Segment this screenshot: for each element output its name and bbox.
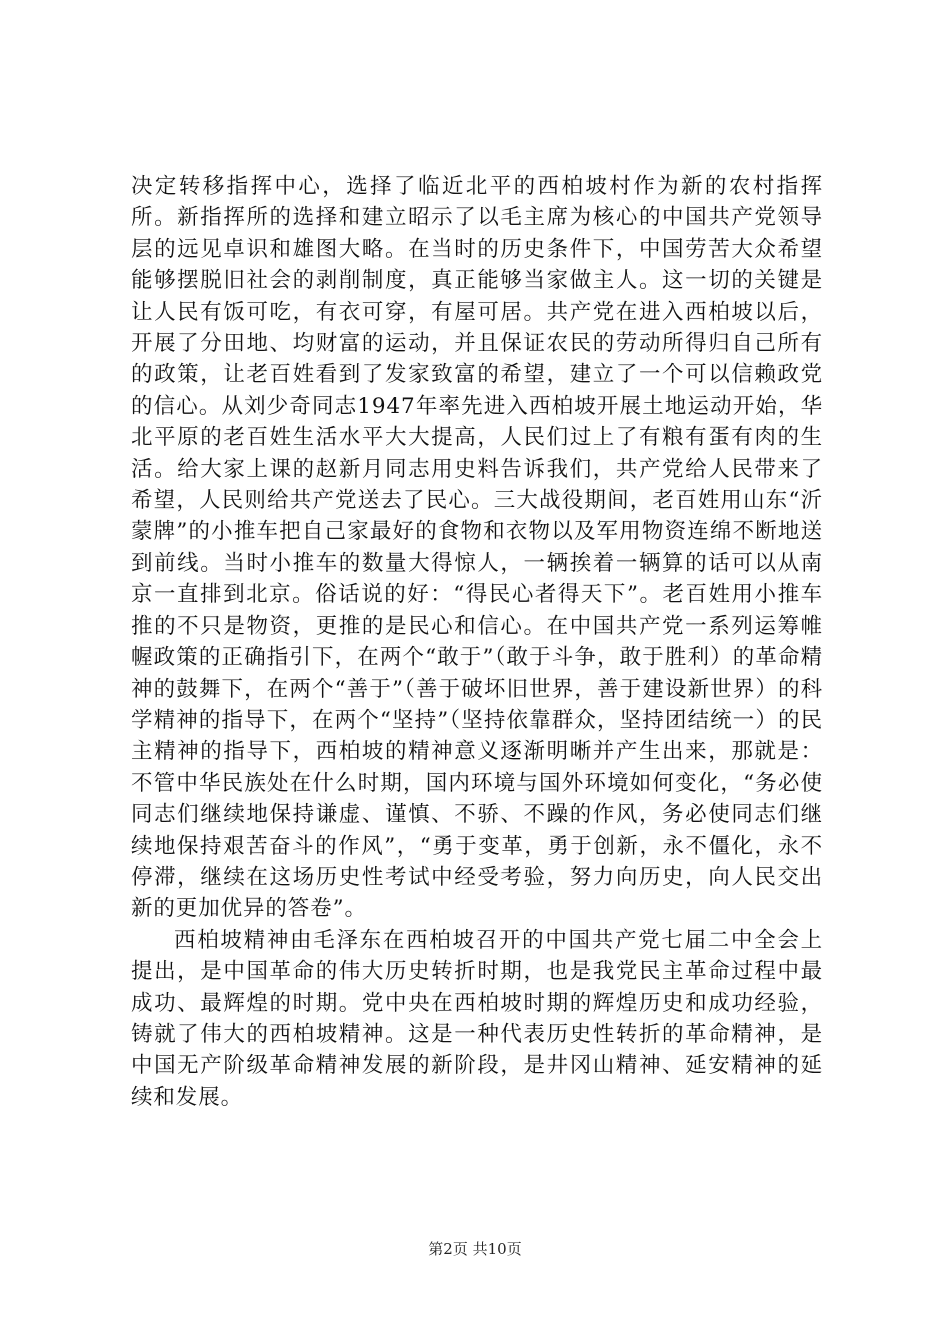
- paragraph-1: 决定转移指挥中心，选择了临近北平的西柏坡村作为新的农村指挥所。新指挥所的选择和建立昭示了以毛主席为核心的中国共产党领导层的远见卓识和雄图大略。在当时的历史条件下，中国劳苦大众希望能够摆脱旧社会的剥削制度，真正能够当家做主人。这一切的关键是让人民有饭可吃，有衣可穿，有屋可居。共产党在进入西柏坡以后，开展了分田地、均财富的运动，并且保证农民的劳动所得归自己所有的政策，让老百姓看到了发家致富的希望，建立了一个可以信赖政党的信心。从刘少奇同志1947年率先进入西柏坡开展土地运动开始，华北平原的老百姓生活水平大大提高，人民们过上了有粮有蛋有肉的生活。给大家上课的赵新月同志用史料告诉我们，共产党给人民带来了希望，人民则给共产党送去了民心。三大战役期间，老百姓用山东“沂蒙牌”的小推车把自己家最好的食物和衣物以及军用物资连绵不断地送到前线。当时小推车的数量大得惊人，一辆挨着一辆算的话可以从南京一直排到北京。俗话说的好：“得民心者得天下”。老百姓用小推车推的不只是物资，更推的是民心和信心。在中国共产党一系列运筹帷幄政策的正确指引下，在两个“敢于”（敢于斗争，敢于胜利）的革命精神的鼓舞下，在两个“善于”（善于破坏旧世界，善于建设新世界）的科学精神的指导下，在两个“坚持”（坚持依靠群众，坚持团结统一）的民主精神的指导下，西柏坡的精神意义逐渐明晰并产生出来，那就是：不管中华民族处在什么时期，国内环境与国外环境如何变化，“务必使同志们继续地保持谦虚、谨慎、不骄、不躁的作风，务必使同志们继续地保持艰苦奋斗的作风”，“勇于变革，勇于创新，永不僵化，永不停滞，继续在这场历史性考试中经受考验，努力向历史，向人民交出新的更加优异的答卷”。: [131, 174, 823, 922]
- page-footer: 第2页 共10页: [428, 1240, 522, 1258]
- body-text: [131, 171, 823, 1113]
- paragraph-2: 西柏坡精神由毛泽东在西柏坡召开的中国共产党七届二中全会上提出，是中国革命的伟大历史转折时期，也是我党民主革命过程中最成功、最辉煌的时期。党中央在西柏坡时期的辉煌历史和成功经验，铸就了伟大的西柏坡精神。这是一种代表历史性转折的革命精神，是中国无产阶级革命精神发展的新阶段，是井冈山精神、延安精神的延续和发展。: [131, 927, 823, 1110]
